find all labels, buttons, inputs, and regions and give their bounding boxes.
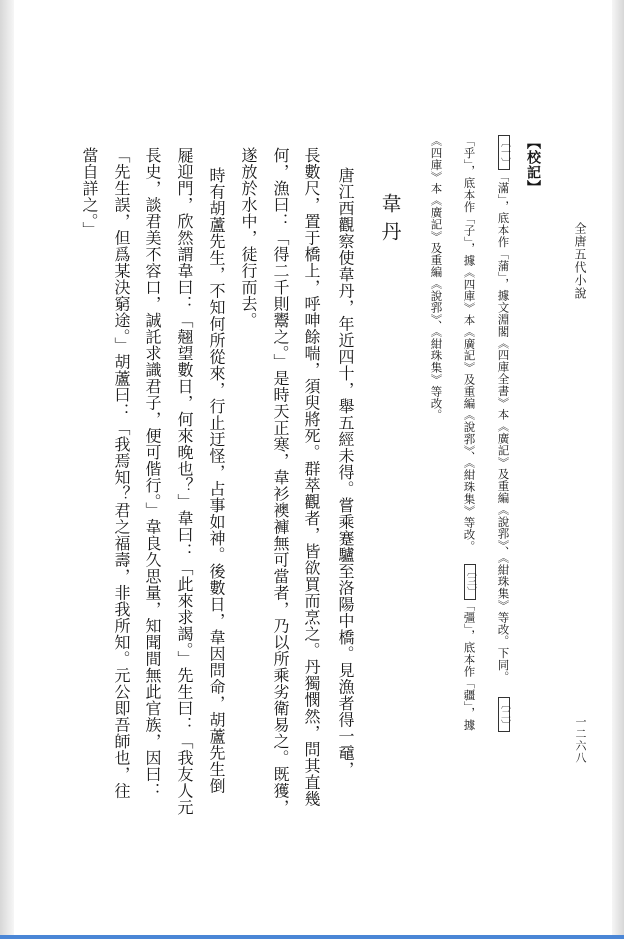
note-number-2: 〔二〕 xyxy=(498,698,510,730)
note-number-1: 〔一〕 xyxy=(498,137,510,169)
running-header: 全唐五代小說 xyxy=(573,222,587,300)
text-column: 唐江西觀察使韋丹，年近四十，舉五經未得。嘗乘蹇驢至洛陽中橋。見漁者得一黿， xyxy=(336,167,355,778)
text-column: 屣迎門，欣然謂韋曰：「翹望數日，何來晚也？」韋曰：「此來求謁。」先生曰：「我友人元 xyxy=(175,147,194,816)
page-left-shadow xyxy=(0,0,14,939)
text-column: 遂放於水中，徒行而去。 xyxy=(239,147,258,329)
text-column: 何，漁曰：「得二千則鬻之。」是時天正寒，韋衫襖褲無可當者，乃以所乘劣衛易之。既獲， xyxy=(271,147,290,816)
text-column: 長史，談君美不容口，誠託求識君子，便可偕行。」韋良久思量，知聞間無此官族，因曰： xyxy=(143,147,162,799)
note-text: 「彊」，底本作「疆」，據 xyxy=(462,599,477,731)
text-column: 時有胡蘆先生，不知何所從來，行止迂怪，占事如神。後數日，韋因問命，胡蘆先生倒 xyxy=(207,167,226,794)
text-column: 當自詳之。」 xyxy=(80,147,99,238)
note-text: 「乎」，底本作「子」，據《四庫》本《廣記》及重編《說郛》、《紺珠集》等改。 xyxy=(462,135,477,553)
notes-section-title: 【校記】 xyxy=(525,135,541,195)
page-right-shadow xyxy=(612,0,624,939)
note-line-2 xyxy=(463,135,476,731)
note-line-3 xyxy=(430,135,442,421)
note-number-3: 〔三〕 xyxy=(464,566,476,598)
text-column: 長數尺，置于橋上，呼呻餘喘，須臾將死。群萃觀者，皆欲買而烹之。丹獨憫然，問其直幾 xyxy=(302,147,321,807)
note-text: 「滿」，底本作「蒲」，據文淵閣《四庫全書》本《廣記》及重編《說郛》、《紺珠集》等改。下同。 xyxy=(496,170,511,683)
text-column: 「先生誤，但爲某決窮途。」胡蘆曰：「我焉知？君之福壽，非我所知。元公即吾師也，往 xyxy=(112,147,131,799)
story-title: 韋丹 xyxy=(378,193,402,249)
page-number: 一二六八 xyxy=(574,716,587,764)
note-line-1 xyxy=(497,135,510,732)
viewer-bottom-bar xyxy=(0,935,624,939)
note-text: 《四庫》本《廣記》及重編《說郛》、《紺珠集》等改。 xyxy=(429,135,444,421)
